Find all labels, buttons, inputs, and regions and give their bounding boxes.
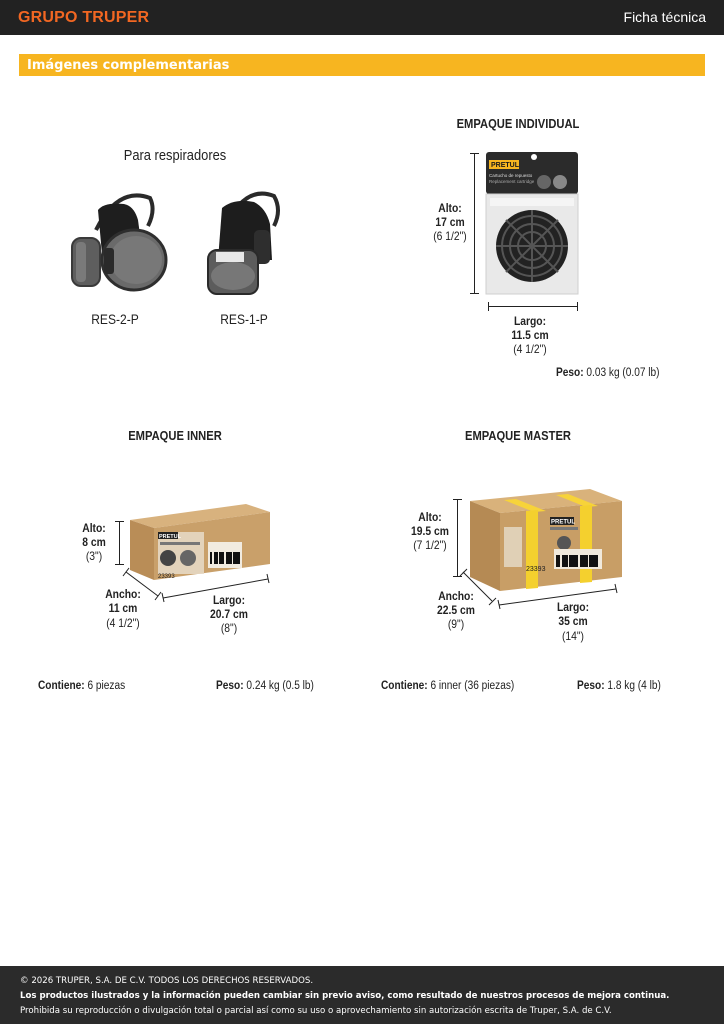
master-alto-label: Alto: [418, 510, 442, 524]
respirator-model-res2p: RES-2-P [91, 311, 139, 327]
individual-largo-imperial: (4 1/2") [513, 342, 547, 356]
individual-alto-metric: 17 cm [435, 215, 465, 229]
inner-peso-label: Peso: [216, 680, 244, 692]
single-cartridge-respirator-icon [204, 190, 284, 294]
individual-largo-label: Largo: [513, 314, 547, 328]
master-ancho-imperial: (9") [447, 617, 465, 631]
individual-title: EMPAQUE INDIVIDUAL [456, 116, 580, 131]
inner-box-code: 23393 [158, 574, 175, 580]
top-bar [0, 0, 724, 35]
inner-box-brand: PRETUL [159, 534, 181, 540]
footer-legal: Prohibida su reproducción o divulgación total o parcial así como su uso o aprovechamiento sin autorización escrita de Truper, S.A. de C.V. [20, 1006, 612, 1016]
respirators-title: Para respiradores [123, 147, 227, 164]
doc-type-label: Ficha técnica [623, 9, 706, 25]
master-ancho-metric: 22.5 cm [437, 603, 475, 617]
section-header [19, 54, 705, 76]
individual-alto-imperial: (6 1/2") [433, 229, 467, 243]
master-largo-metric: 35 cm [558, 614, 588, 628]
master-alto-imperial: (7 1/2") [413, 538, 447, 552]
inner-ancho-label: Ancho: [105, 587, 141, 601]
individual-package-image [484, 152, 580, 296]
respirator-model-res1p: RES-1-P [220, 311, 268, 327]
inner-alto-metric: 8 cm [82, 535, 106, 549]
master-alto-metric: 19.5 cm [411, 524, 449, 538]
inner-title: EMPAQUE INNER [128, 428, 222, 443]
footer-copyright: © 2026 TRUPER, S.A. DE C.V. TODOS LOS DERECHOS RESERVADOS. [20, 976, 314, 986]
inner-ancho-metric: 11 cm [108, 601, 138, 615]
master-ancho-label: Ancho: [438, 589, 474, 603]
master-contiene-value: 6 inner (36 piezas) [430, 680, 515, 692]
master-title: EMPAQUE MASTER [464, 428, 571, 443]
brand-logo: GRUPO TRUPER [18, 9, 150, 26]
inner-alto-label: Alto: [82, 521, 106, 535]
inner-ancho-imperial: (4 1/2") [106, 616, 140, 630]
dual-cartridge-respirator-icon [68, 190, 172, 294]
inner-contiene-label: Contiene: [38, 680, 85, 692]
individual-peso-value: 0.03 kg (0.07 lb) [586, 367, 660, 379]
master-largo-label: Largo: [556, 600, 590, 614]
individual-package-brand: PRETUL [491, 162, 519, 169]
individual-largo-metric: 11.5 cm [511, 328, 549, 342]
footer-notice: Los productos ilustrados y la información pueden cambiar sin previo aviso, como resultado de nuestros procesos de mejora continua. [20, 991, 670, 1001]
inner-largo-label: Largo: [212, 593, 246, 607]
inner-peso-value: 0.24 kg (0.5 lb) [246, 680, 314, 692]
footer [0, 966, 724, 1024]
individual-package-line2: Replacement cartridge [489, 179, 535, 184]
individual-alto-label: Alto: [438, 201, 462, 215]
inner-largo-imperial: (8") [220, 621, 238, 635]
section-title: Imágenes complementarias [27, 58, 230, 73]
master-box-brand: PRETUL [551, 519, 575, 526]
master-contiene-label: Contiene: [381, 680, 428, 692]
master-peso-value: 1.8 kg (4 lb) [607, 680, 661, 692]
individual-peso-label: Peso: [556, 367, 584, 379]
master-peso-label: Peso: [577, 680, 605, 692]
inner-contiene-value: 6 piezas [87, 680, 126, 692]
inner-alto-imperial: (3") [85, 549, 103, 563]
master-box-code: 23393 [526, 566, 546, 573]
individual-package-line1: Cartucho de repuesto [489, 173, 533, 178]
master-largo-imperial: (14") [561, 629, 585, 643]
inner-largo-metric: 20.7 cm [210, 607, 248, 621]
